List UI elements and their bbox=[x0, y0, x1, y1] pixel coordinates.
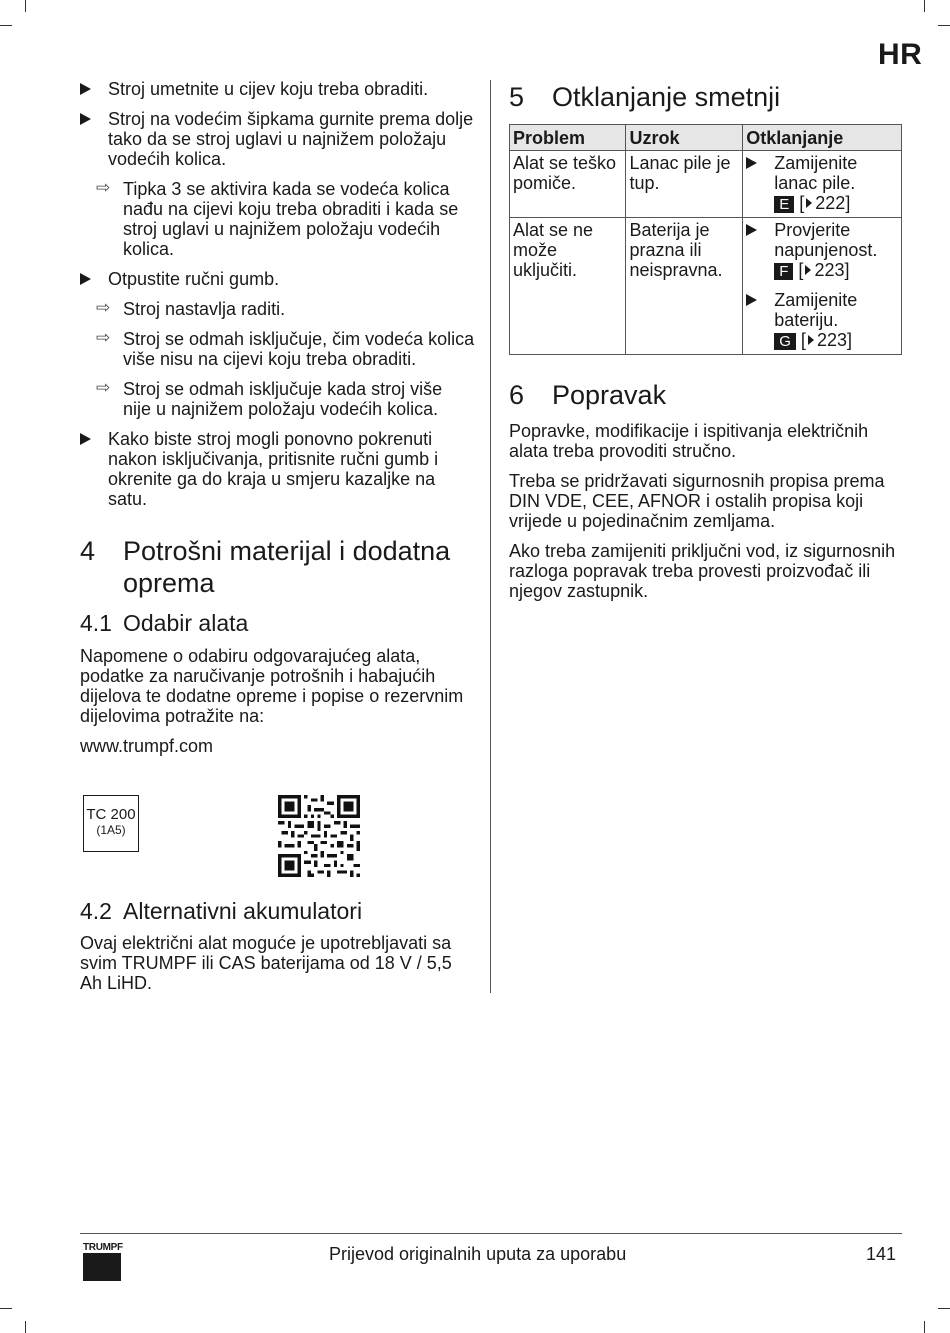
figure-reference-badge[interactable]: F bbox=[774, 263, 793, 280]
crop-mark bbox=[0, 1308, 12, 1309]
left-column-lower bbox=[80, 897, 475, 1003]
section-title: Otklanjanje smetnji bbox=[552, 82, 781, 112]
problem-cell: Alat se ne može uključiti. bbox=[510, 218, 626, 355]
column-header: Problem bbox=[510, 125, 626, 151]
remedy-cell bbox=[743, 218, 902, 355]
result-arrow-icon: ⇨ bbox=[96, 178, 111, 197]
qr-code-icon bbox=[278, 795, 360, 877]
step-text: Stroj se odmah isključuje, čim vodeća kolica više nisu na cijevi koju treba obraditi. bbox=[123, 329, 475, 369]
tool-code-box bbox=[83, 795, 139, 852]
triangle-bullet-icon bbox=[80, 113, 91, 125]
triangle-bullet-icon bbox=[80, 83, 91, 95]
crop-mark bbox=[924, 0, 925, 12]
remedy-text: Zamijenite lanac pile. bbox=[774, 153, 858, 193]
crop-mark bbox=[924, 1321, 925, 1333]
triangle-bullet-icon bbox=[746, 294, 757, 306]
brand-logo-text: TRUMPF bbox=[83, 1242, 123, 1253]
crop-mark bbox=[938, 25, 950, 26]
page-reference[interactable]: 222] bbox=[815, 193, 851, 213]
remedy-item: Zamijenite bateriju. G [ 223] bbox=[746, 290, 898, 350]
cause-cell: Baterija je prazna ili neispravna. bbox=[626, 218, 743, 355]
page-arrow-icon bbox=[806, 198, 812, 208]
step-action bbox=[80, 109, 475, 169]
section-number: 5 bbox=[509, 82, 525, 112]
crop-mark bbox=[25, 1321, 26, 1333]
figure-reference-badge[interactable]: E bbox=[774, 196, 794, 213]
step-action bbox=[80, 79, 475, 99]
section-number: 6 bbox=[509, 380, 525, 410]
troubleshooting-table bbox=[509, 124, 902, 355]
left-column bbox=[80, 79, 475, 766]
paragraph: Popravke, modifikacije i ispitivanja električnih alata treba provoditi stručno. bbox=[509, 421, 869, 461]
subsection-heading bbox=[80, 609, 475, 637]
tool-code-number: (1A5) bbox=[96, 823, 126, 837]
step-result bbox=[80, 329, 475, 369]
triangle-bullet-icon bbox=[80, 273, 91, 285]
paragraph: Ako treba zamijeniti priključni vod, iz sigurnosnih razloga popravak treba provesti proizvođač ili njegov zastupnik. bbox=[509, 541, 896, 601]
right-column bbox=[509, 79, 902, 611]
step-text: Stroj umetnite u cijev koju treba obraditi. bbox=[108, 79, 429, 99]
figure-reference-badge[interactable]: G bbox=[774, 333, 796, 350]
step-text: Otpustite ručni gumb. bbox=[108, 269, 280, 289]
subsection-title: Alternativni akumulatori bbox=[123, 898, 363, 924]
column-header: Uzrok bbox=[626, 125, 743, 151]
remedy-text: Provjerite napunjenost. bbox=[774, 220, 878, 260]
section-number: 4 bbox=[80, 536, 96, 566]
step-text: Stroj se odmah isključuje kada stroj više nije u najnižem položaju vodećih kolica. bbox=[123, 379, 443, 419]
page-reference[interactable]: 223] bbox=[816, 330, 852, 350]
brand-logo-icon bbox=[83, 1253, 121, 1281]
section-heading bbox=[509, 379, 902, 411]
triangle-bullet-icon bbox=[746, 157, 757, 169]
cause-cell: Lanac pile je tup. bbox=[626, 151, 743, 218]
remedy-item: Zamijenite lanac pile. E [ 222] bbox=[746, 153, 898, 213]
section-title: Popravak bbox=[552, 380, 667, 410]
paragraph: Ovaj električni alat moguće je upotrebljavati sa svim TRUMPF ili CAS baterijama od 18 V / 5,5 Ah LiHD. bbox=[80, 933, 452, 993]
table-header-row bbox=[510, 125, 902, 151]
crop-mark bbox=[938, 1308, 950, 1309]
footer-rule bbox=[80, 1233, 902, 1234]
paragraph: Napomene o odabiru odgovarajućeg alata, podatke za naručivanje potrošnih i habajućih dijelova te dodatne opreme i popise o rezervnim dijelovima potražite na: bbox=[80, 646, 464, 726]
step-result bbox=[80, 179, 475, 259]
page-number: 141 bbox=[866, 1244, 897, 1264]
column-header: Otklanjanje bbox=[743, 125, 902, 151]
step-text: Tipka 3 se aktivira kada se vodeća kolica nađu na cijevi koju treba obraditi i kada se stroj uglavi u najnižem položaju vodećih kolica. bbox=[123, 179, 459, 259]
section-heading bbox=[80, 535, 475, 599]
subsection-heading bbox=[80, 897, 475, 925]
page-arrow-icon bbox=[805, 265, 811, 275]
section-heading bbox=[509, 81, 902, 113]
step-text: Stroj nastavlja raditi. bbox=[123, 299, 286, 319]
section-title: Potrošni materijal i dodatna oprema bbox=[123, 536, 451, 598]
subsection-title: Odabir alata bbox=[123, 610, 249, 636]
website-url[interactable]: www.trumpf.com bbox=[80, 736, 214, 756]
remedy-text: Zamijenite bateriju. bbox=[774, 290, 858, 330]
tool-code-label: TC 200 bbox=[86, 806, 136, 823]
crop-mark bbox=[0, 25, 12, 26]
step-action bbox=[80, 269, 475, 289]
step-result bbox=[80, 379, 475, 419]
page-arrow-icon bbox=[808, 335, 814, 345]
step-result bbox=[80, 299, 475, 319]
table-row bbox=[510, 218, 902, 355]
step-text: Stroj na vodećim šipkama gurnite prema dolje tako da se stroj uglavi u najnižem položaju vodećih kolica. bbox=[108, 109, 474, 169]
result-arrow-icon: ⇨ bbox=[96, 298, 111, 317]
column-divider bbox=[490, 80, 491, 993]
step-text: Kako biste stroj mogli ponovno pokrenuti nakon isključivanja, pritisnite ručni gumb i okrenite ga do kraja u smjeru kazaljke na satu. bbox=[108, 429, 439, 509]
remedy-cell bbox=[743, 151, 902, 218]
result-arrow-icon: ⇨ bbox=[96, 378, 111, 397]
problem-cell: Alat se teško pomiče. bbox=[510, 151, 626, 218]
triangle-bullet-icon bbox=[746, 224, 757, 236]
subsection-number: 4.1 bbox=[80, 610, 112, 636]
result-arrow-icon: ⇨ bbox=[96, 328, 111, 347]
triangle-bullet-icon bbox=[80, 433, 91, 445]
paragraph: Treba se pridržavati sigurnosnih propisa prema DIN VDE, CEE, AFNOR i ostalih propisa koji vrijede u pojedinačnim zemljama. bbox=[509, 471, 885, 531]
subsection-number: 4.2 bbox=[80, 898, 112, 924]
step-action bbox=[80, 429, 475, 509]
page-reference[interactable]: 223] bbox=[814, 260, 850, 280]
remedy-item: Provjerite napunjenost. F [ 223] bbox=[746, 220, 898, 280]
crop-mark bbox=[25, 0, 26, 12]
footer-title: Prijevod originalnih uputa za uporabu bbox=[329, 1244, 627, 1264]
language-code: HR bbox=[878, 38, 923, 71]
table-row bbox=[510, 151, 902, 218]
